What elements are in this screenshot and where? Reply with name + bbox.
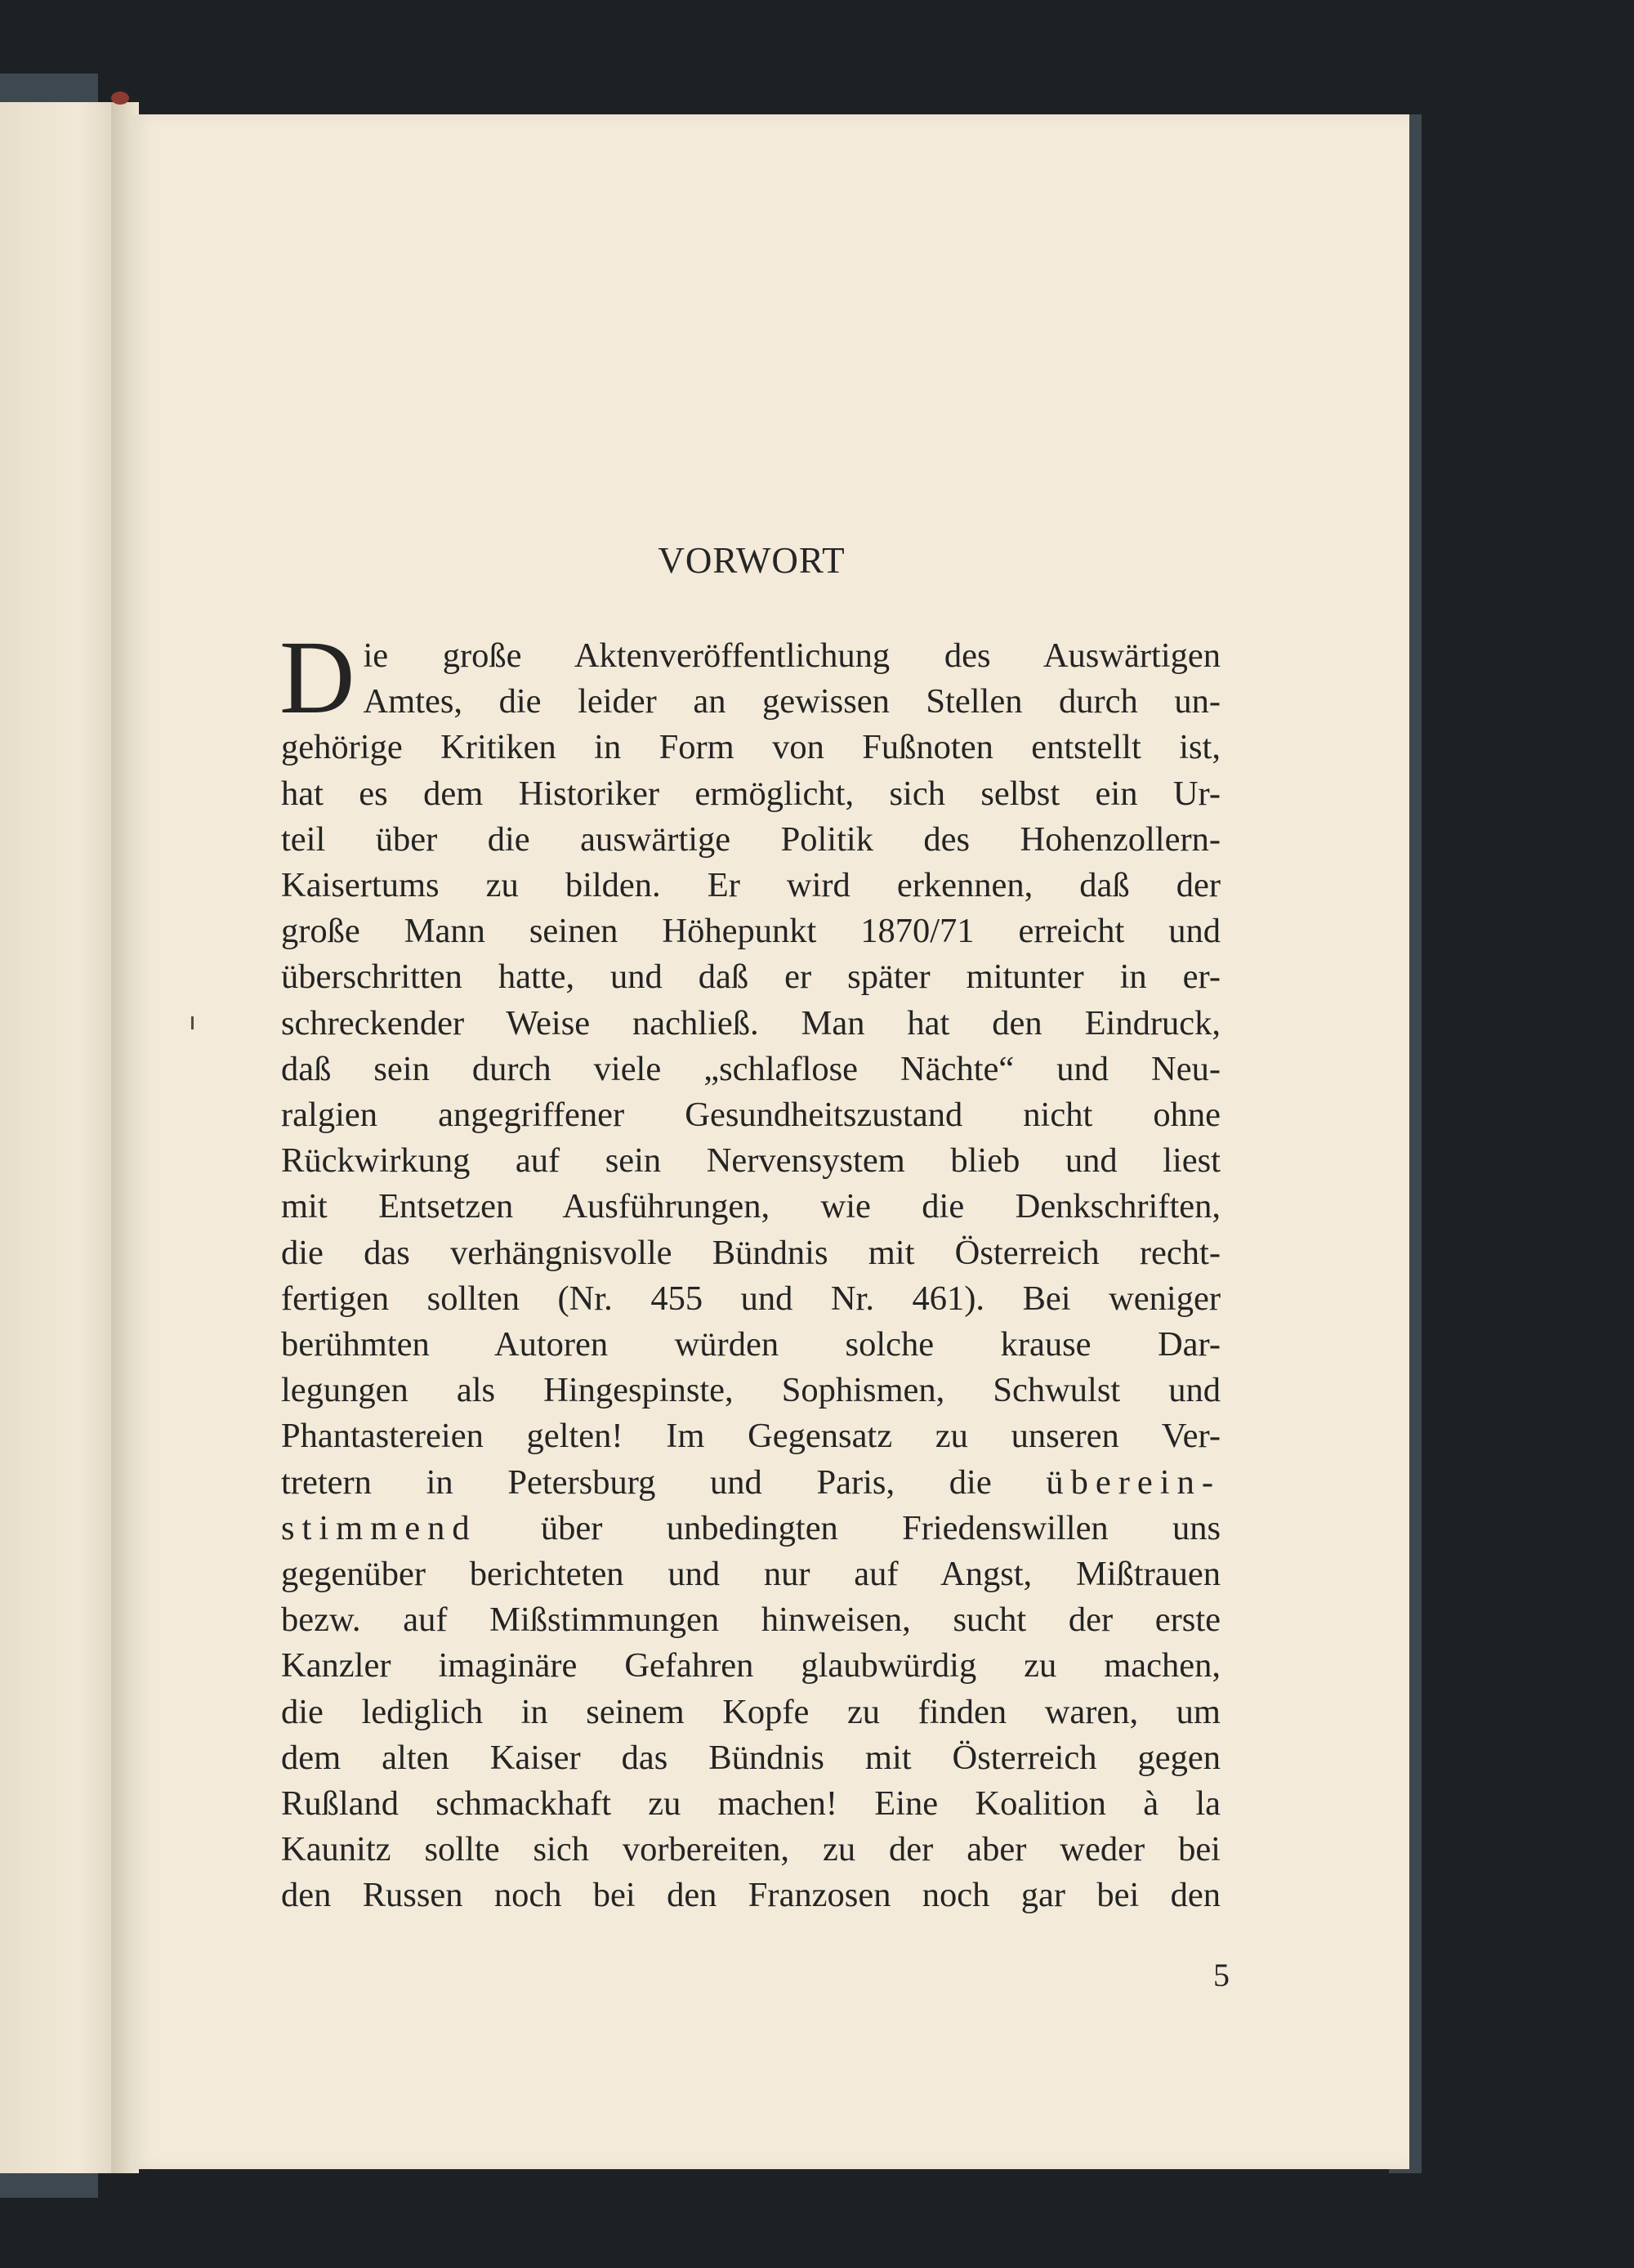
text-line: Amtes, die leider an gewissen Stellen durch un-	[363, 682, 1221, 721]
emphasized-word: stimmend	[281, 1508, 477, 1547]
text-line: gehörige Kritiken in Form von Fußnoten entstellt ist,	[281, 728, 1221, 767]
text-line: Rußland schmackhaft zu machen! Eine Koalition à la	[281, 1784, 1221, 1824]
text-line: Kanzler imaginäre Gefahren glaubwürdig zu machen,	[281, 1646, 1221, 1685]
text-line: legungen als Hingespinste, Sophismen, Schwulst und	[281, 1371, 1221, 1410]
text-line: die das verhängnisvolle Bündnis mit Österreich recht-	[281, 1233, 1221, 1272]
text-line: schreckender Weise nachließ. Man hat den Eindruck,	[281, 1003, 1221, 1042]
text-line: die lediglich in seinem Kopfe zu finden waren, um	[281, 1692, 1221, 1731]
text-line: Kaunitz sollte sich vorbereiten, zu der aber weder bei	[281, 1830, 1221, 1869]
text-line: fertigen sollten (Nr. 455 und Nr. 461). Bei weniger	[281, 1279, 1221, 1318]
text-line: Phantastereien gelten! Im Gegensatz zu unseren Ver-	[281, 1417, 1221, 1456]
text-line: Rückwirkung auf sein Nervensystem blieb und liest	[281, 1141, 1221, 1181]
text-line: dem alten Kaiser das Bündnis mit Österreich gegen	[281, 1738, 1221, 1777]
text-line	[281, 1506, 1221, 1551]
ribbon-mark	[111, 92, 129, 105]
emphasized-word: überein-	[1046, 1462, 1221, 1502]
text-line: gegenüber berichteten und nur auf Angst, Mißtrauen	[281, 1555, 1221, 1594]
text-line: bezw. auf Mißstimmungen hinweisen, sucht der erste	[281, 1601, 1221, 1640]
page-title: VORWORT	[658, 540, 846, 581]
text-line: den Russen noch bei den Franzosen noch gar bei den	[281, 1876, 1221, 1915]
text-line: ralgien angegriffener Gesundheitszustand nicht ohne	[281, 1096, 1221, 1135]
text-line: überschritten hatte, und daß er später mitunter in er-	[281, 958, 1221, 997]
text-line: hat es dem Historiker ermöglicht, sich selbst ein Ur-	[281, 774, 1221, 813]
text-segment: über unbedingten Friedenswillen uns	[540, 1508, 1221, 1547]
text-line: ie große Aktenveröffentlichung des Auswärtigen	[363, 636, 1221, 675]
text-line: mit Entsetzen Ausführungen, wie die Denkschriften,	[281, 1187, 1221, 1226]
page-number: 5	[1213, 1957, 1230, 1993]
text-line: Kaisertums zu bilden. Er wird erkennen, daß der	[281, 866, 1221, 905]
text-line: berühmten Autoren würden solche krause Dar-	[281, 1325, 1221, 1364]
text-line: große Mann seinen Höhepunkt 1870/71 erreicht und	[281, 912, 1221, 951]
margin-mark	[191, 1016, 194, 1029]
text-line: teil über die auswärtige Politik des Hohenzollern-	[281, 819, 1221, 859]
text-line: daß sein durch viele „schlaflose Nächte“ und Neu-	[281, 1049, 1221, 1088]
body-text	[279, 619, 1221, 1919]
drop-cap: D	[279, 619, 355, 735]
text-line	[281, 1460, 1221, 1506]
text-segment: tretern in Petersburg und Paris, die	[281, 1462, 992, 1502]
